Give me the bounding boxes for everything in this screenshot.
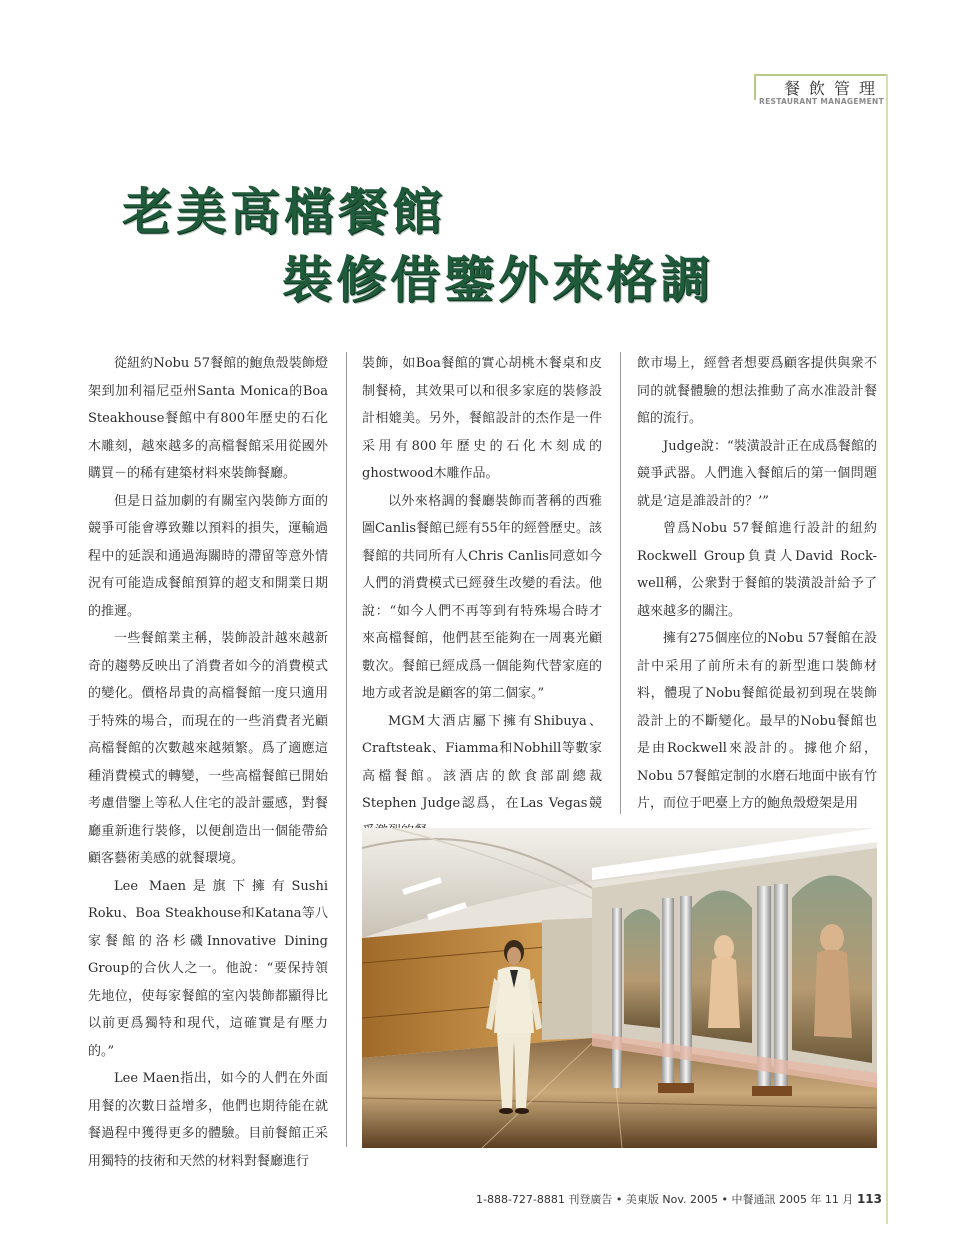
paragraph: 但是日益加劇的有關室內裝飾方面的競爭可能會導致難以預料的損失，運輸過程中的延誤和通過海關時的滯留等意外情況有可能造成餐館預算的超支和開業日期的推遲。 xyxy=(88,493,328,619)
page-number: 113 xyxy=(856,1192,882,1206)
paragraph: Lee Maen指出，如今的人們在外面用餐的次數日益增多，他們也期待能在就餐過程中獲得更多的體驗。目前餐館正采用獨特的技術和天然的材料對餐廳進行 xyxy=(88,1071,328,1169)
page-footer xyxy=(470,1191,882,1207)
restaurant-interior-photo xyxy=(362,828,877,1148)
paragraph: Judge說：“裝潢設計正在成爲餐館的競爭武器。人們進入餐館后的第一個問題就是‘這是誰設計的？’” xyxy=(637,438,877,509)
column-divider-2 xyxy=(620,352,621,814)
paragraph: 擁有275個座位的Nobu 57餐館在設計中采用了前所未有的新型進口裝飾材料，體現了Nobu餐館從最初到現在裝飾設計上的不斷變化。最早的Nobu餐館也是由Rockwell來設計的。據他介紹，Nobu 57餐館定制的水磨石地面中嵌有竹片，而位于吧臺上方的鮑魚殼燈架是用 xyxy=(637,631,877,811)
page-right-rule xyxy=(886,74,888,1224)
paragraph: 裝飾，如Boa餐館的實心胡桃木餐桌和皮制餐椅，其效果可以和很多家庭的裝修設計相媲美。另外，餐館設計的杰作是一件采用有800年歷史的石化木刻成的ghostwood木雕作品。 xyxy=(362,356,602,481)
footer-text: 1-888-727-8881 刊登廣告 • 美東版 Nov. 2005 • 中餐通訊 2005 年 11 月 xyxy=(476,1193,854,1206)
column-divider-1 xyxy=(346,352,347,1147)
article-title-line2: 裝修借鑒外來格調 xyxy=(282,251,714,309)
section-subtitle: RESTAURANT MANAGEMENT xyxy=(759,97,884,106)
text-column-1 xyxy=(88,350,328,1175)
paragraph: 一些餐館業主稱，裝飾設計越來越新奇的趨勢反映出了消費者如今的消費模式的變化。價格昂貴的高檔餐館一度只適用于特殊的場合，而現在的一些消費者光顧高檔餐館的次數越來越頻繁。爲了適應這種消費模式的轉變，一些高檔餐館已開始考慮借鑒上等私人住宅的設計靈感，對餐廳重新進行裝修，以便創造出一個能帶給顧客藝術美感的就餐環境。 xyxy=(88,631,328,866)
paragraph: 從紐約Nobu 57餐館的鮑魚殼裝飾燈架到加利福尼亞州Santa Monica的Boa Steakhouse餐館中有800年歷史的石化木雕刻，越來越多的高檔餐館采用從國外購買－的稀有建築材料來裝飾餐廳。 xyxy=(88,356,328,481)
paragraph: 曾爲Nobu 57餐館進行設計的紐約Rockwell Group負責人David Rock-well稱，公衆對于餐館的裝潢設計給予了越來越多的關注。 xyxy=(637,521,877,619)
section-title: 餐飲管理 xyxy=(783,79,884,98)
paragraph: Lee Maen是旗下擁有Sushi Roku、Boa Steakhouse和Katana等八家餐館的洛杉磯Innovative Dining Group的合伙人之一。他說：“要保持領先地位，使每家餐館的室內裝飾都顯得比以前更爲獨特和現代，這確實是有壓力的。” xyxy=(88,878,328,1059)
paragraph: MGM大酒店屬下擁有Shibuya、Craftsteak、Fiamma和Nobhill等數家高檔餐館。該酒店的飲食部副總裁Stephen Judge認爲，在Las Vegas競 xyxy=(362,713,602,811)
article-title-line1: 老美高檔餐館 xyxy=(122,183,446,241)
text-column-2 xyxy=(362,350,602,845)
paragraph: 飲市場上，經營者想要爲顧客提供與衆不同的就餐體驗的想法推動了高水准設計餐館的流行。 xyxy=(637,356,877,426)
paragraph: 以外來格調的餐廳裝飾而著稱的西雅圖Canlis餐館已經有55年的經營歷史。該餐館的共同所有人Chris Canlis同意如今人們的消費模式已經發生改變的看法。他說：“如今人們不再等到有特殊場合時才來高檔餐館，他們甚至能夠在一周裏光顧數次。餐館已經成爲一個能夠代替家庭的地方或者說是顧客的第二個家。” xyxy=(362,493,602,701)
text-column-3 xyxy=(637,350,877,818)
